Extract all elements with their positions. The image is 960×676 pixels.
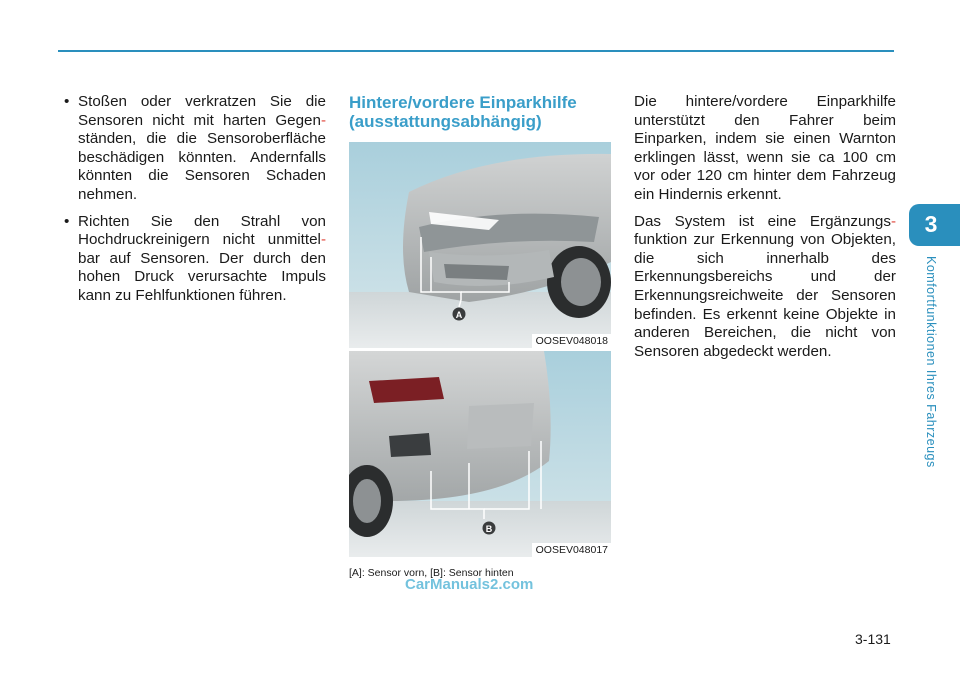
- marker-b-label: B: [485, 524, 493, 534]
- rear-figure-code: OOSEV048017: [532, 543, 611, 557]
- front-car-illustration: [349, 142, 611, 348]
- description-paragraph: Das System ist eine Ergänzungs- funktion zur Erkennung von Objekten, die sich innerhalb des Erkennungsbereichs und der Erkennungsreichweite der Sensoren befinden. Es erkennt keine Objekte in anderen Bereichen, die nicht von Sensoren abgedeckt werden.: [634, 212, 896, 360]
- chapter-number: 3: [924, 211, 938, 237]
- description-column: [634, 93, 896, 369]
- bullet-item: • Stoßen oder verkratzen Sie die Sensoren nicht mit harten Gegen- ständen, die die Sensoroberfläche beschädigen könnten. Andernfalls könnten die Sensoren Schaden nehmen.: [62, 93, 326, 205]
- page-number: 3-131: [855, 631, 891, 647]
- watermark: CarManuals2.com: [405, 576, 534, 593]
- marker-a-label: A: [455, 310, 463, 320]
- rear-sensor-figure: [349, 351, 611, 557]
- front-figure-code: OOSEV048018: [532, 334, 611, 348]
- front-sensor-figure: [349, 142, 611, 348]
- section-title: Hintere/vordere Einparkhilfe (ausstattungsabhängig): [349, 93, 577, 131]
- bullet-item: • Richten Sie den Strahl von Hochdruckreinigern nicht unmittel- bar auf Sensoren. Der durch den hohen Druck verursachte Impuls kann zu Fehlfunktionen führen.: [62, 213, 326, 306]
- rear-car-illustration: [349, 351, 611, 557]
- chapter-tab: [909, 204, 960, 246]
- figure-caption: [A]: Sensor vorn, [B]: Sensor hinten: [349, 567, 514, 579]
- description-paragraph: Die hintere/vordere Einparkhilfe unterstützt den Fahrer beim Einparken, indem sie einen Warnton erklingen lässt, wenn sie ca 100 cm vor oder 120 cm hinter dem Fahrzeug ein Hindernis erkennt.: [634, 93, 896, 203]
- chapter-title: Komfortfunktionen Ihres Fahrzeugs: [924, 256, 938, 468]
- bullet-list: [62, 93, 326, 314]
- top-rule: [58, 50, 894, 52]
